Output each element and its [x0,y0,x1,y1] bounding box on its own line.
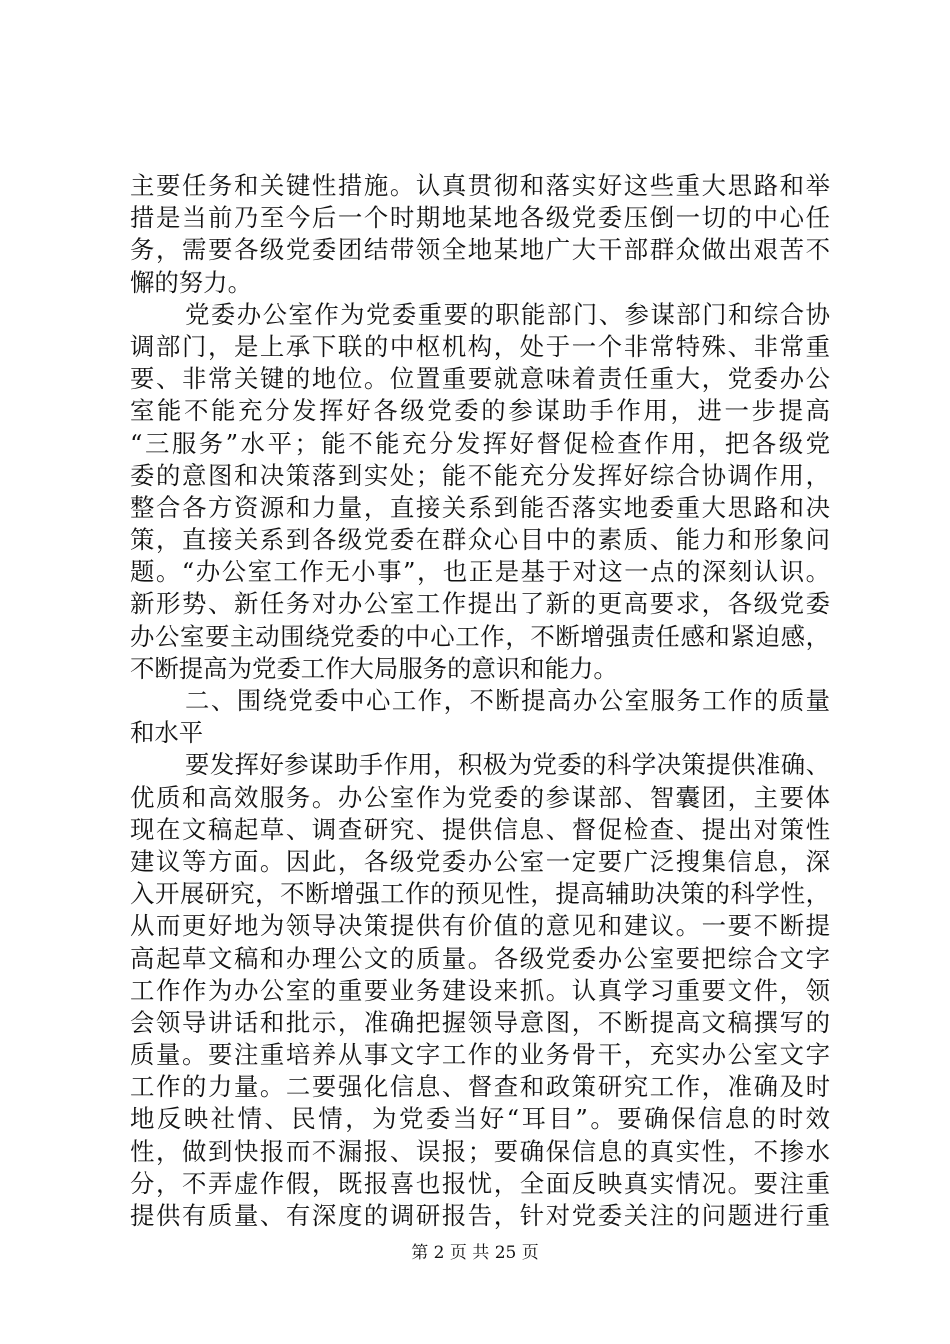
text-line: 质量。要注重培养从事文字工作的业务骨干，充实办公室文字 [130,1040,830,1070]
text-line: 务，需要各级党委团结带领全地某地广大干部群众做出艰苦不 [130,235,830,265]
page-footer: 第 2 页 共 25 页 [411,1243,539,1263]
text-line: 办公室要主动围绕党委的中心工作，不断增强责任感和紧迫感， [130,621,830,651]
text-line: 新形势、新任务对办公室工作提出了新的更高要求，各级党委 [130,589,830,619]
text-line: 会领导讲话和批示，准确把握领导意图，不断提高文稿撰写的 [130,1007,830,1037]
text-line: 二、围绕党委中心工作，不断提高办公室服务工作的质量 [185,686,830,715]
text-line: 工作作为办公室的重要业务建设来抓。认真学习重要文件，领 [130,975,830,1005]
text-line: 分，不弄虚作假，既报喜也报忧，全面反映真实情况。要注重 [130,1168,830,1198]
text-line: 懈的努力。 [130,267,252,297]
text-line: 现在文稿起草、调查研究、提供信息、督促检查、提出对策性 [130,814,830,844]
text-line: 委的意图和决策落到实处；能不能充分发挥好综合协调作用， [130,460,830,490]
text-line: 工作的力量。二要强化信息、督查和政策研究工作，准确及时 [130,1072,830,1102]
text-line: 整合各方资源和力量，直接关系到能否落实地委重大思路和决 [130,492,830,522]
text-line: “三服务”水平；能不能充分发挥好督促检查作用，把各级党 [130,428,830,458]
text-line: 优质和高效服务。办公室作为党委的参谋部、智囊团，主要体 [130,782,830,812]
text-line: 要、非常关键的地位。位置重要就意味着责任重大，党委办公 [130,364,830,394]
text-line: 建议等方面。因此，各级党委办公室一定要广泛搜集信息，深 [130,846,830,876]
text-line: 室能不能充分发挥好各级党委的参谋助手作用，进一步提高 [130,396,830,426]
text-line: 措是当前乃至今后一个时期地某地各级党委压倒一切的中心任 [130,203,830,233]
text-line: 题。“办公室工作无小事”，也正是基于对这一点的深刻认识。 [130,557,830,587]
text-line: 高起草文稿和办理公文的质量。各级党委办公室要把综合文字 [130,943,830,973]
text-line: 党委办公室作为党委重要的职能部门、参谋部门和综合协 [185,299,830,329]
text-line: 主要任务和关键性措施。认真贯彻和落实好这些重大思路和举 [130,171,830,200]
text-line: 调部门，是上承下联的中枢机构，处于一个非常特殊、非常重 [130,331,830,361]
text-line: 和水平 [130,718,204,748]
text-line: 提供有质量、有深度的调研报告，针对党委关注的问题进行重 [130,1201,830,1230]
text-line: 策，直接关系到各级党委在群众心目中的素质、能力和形象问 [130,525,830,555]
text-line: 不断提高为党委工作大局服务的意识和能力。 [130,653,618,683]
text-line: 地反映社情、民情，为党委当好“耳目”。要确保信息的时效 [130,1104,830,1134]
text-line: 从而更好地为领导决策提供有价值的意见和建议。一要不断提 [130,911,830,941]
text-line: 入开展研究，不断增强工作的预见性，提高辅助决策的科学性， [130,879,830,909]
text-line: 要发挥好参谋助手作用，积极为党委的科学决策提供准确、 [185,750,830,780]
document-body [130,170,830,1232]
text-line: 性，做到快报而不漏报、误报；要确保信息的真实性，不掺水 [130,1136,830,1166]
